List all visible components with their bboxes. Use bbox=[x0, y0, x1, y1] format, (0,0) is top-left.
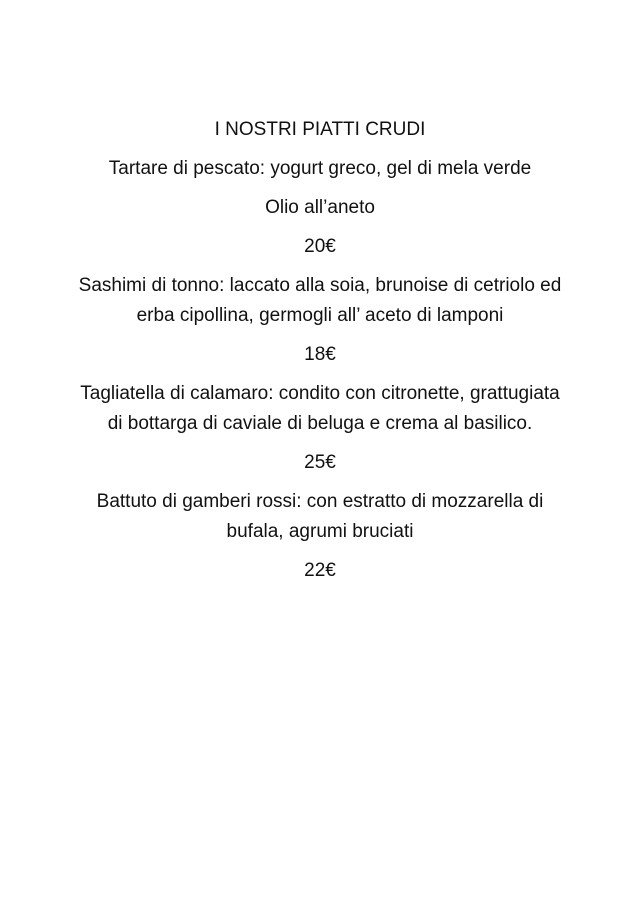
dish-description: erba cipollina, germogli all’ aceto di lamponi bbox=[136, 305, 504, 326]
dish-price: 18€ bbox=[304, 344, 336, 365]
dish-description: bufala, agrumi bruciati bbox=[226, 521, 414, 542]
dish-description: Olio all’aneto bbox=[265, 197, 375, 218]
dish-description: Battuto di gamberi rossi: con estratto di mozzarella di bbox=[96, 491, 544, 512]
dish-price: 25€ bbox=[304, 452, 336, 473]
dish-description: Tartare di pescato: yogurt greco, gel di mela verde bbox=[108, 158, 532, 179]
dish-price: 22€ bbox=[304, 560, 336, 581]
dish-description: di bottarga di caviale di beluga e crema al basilico. bbox=[107, 413, 533, 434]
dish-price: 20€ bbox=[304, 236, 336, 257]
menu-title: I NOSTRI PIATTI CRUDI bbox=[214, 119, 426, 140]
menu bbox=[0, 115, 640, 586]
dish-description: Tagliatella di calamaro: condito con citronette, grattugiata bbox=[80, 383, 560, 404]
dish-description: Sashimi di tonno: laccato alla soia, brunoise di cetriolo ed bbox=[78, 275, 562, 296]
